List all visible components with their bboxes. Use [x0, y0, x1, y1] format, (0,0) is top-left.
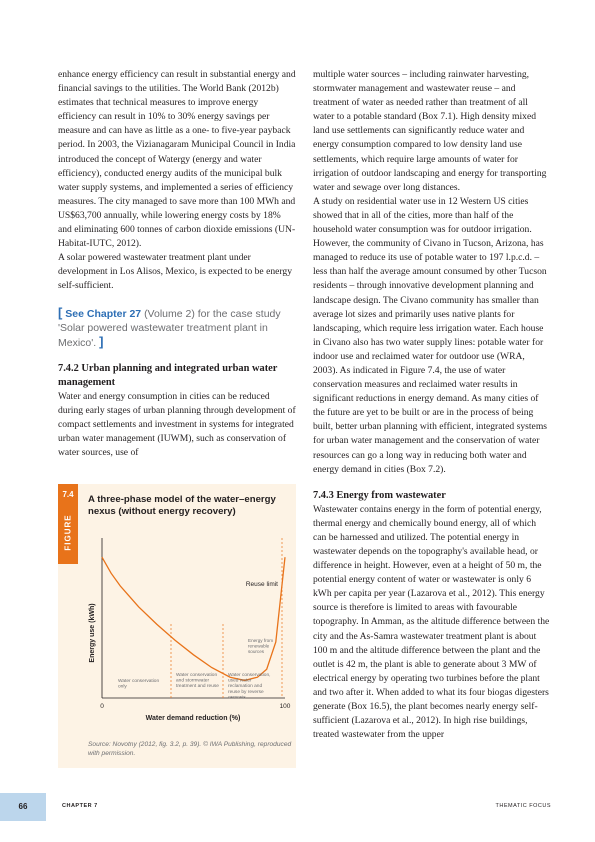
figure-7-4 — [58, 484, 296, 768]
right-paragraph-2: A study on residential water use in 12 Western US cities showed that in all of the cities, more than half of the household water consumption was for outdoor irrigation. However, the community of Civano in Tucson, Arizona, has managed to reduce its use of potable water to 197 l.p.c.d. – less than half the average amount consumed by other Tucson residents – through innovative development planning and landscape design. The Civano community has smaller than average lot sizes and primarily uses native plants for landscaping, which require less irrigation water. Each house in Civano also has two water supply lines: potable water for indoor use and reclaimed water for outdoor use (WRA, 2003). As indicated in Figure 7.4, the use of water conservation measures and reclaimed water results in significant reductions in energy demand. As many cities of the future are yet to be built or are in the process of being built, better urban planning with efficient, integrated systems for urban water management and the conservation of water resources can go a long way in reducing both water and energy demand in cities (Box 7.2). — [313, 195, 548, 475]
see-chapter-callout[interactable] — [58, 306, 296, 350]
see-chapter-text: (Volume 2) for the case study 'Solar powered wastewater treatment plant in Mexico'. — [58, 307, 281, 349]
footer-chapter: CHAPTER 7 — [62, 803, 98, 809]
phase3-label-line: osmosis — [228, 695, 246, 701]
phase3-label-line: used water — [228, 678, 252, 684]
page-number: 66 — [18, 802, 28, 811]
figure-source: Source: Novotny (2012, fig. 3.2, p. 39). © IWA Publishing, reproduced with permission. — [88, 741, 292, 757]
renew-label-line: sources — [248, 649, 265, 655]
phase1-label-line: only — [118, 684, 127, 690]
energy-renewable-label — [248, 638, 273, 654]
water-energy-chart — [58, 528, 296, 738]
figure-tab-word: FIGURE — [63, 514, 73, 551]
phase2-label-line: treatment and reuse — [176, 684, 219, 690]
right-paragraph-3: Wastewater contains energy in the form of potential energy, thermal energy and chemically bound energy, all of which can be harnessed and utilized. The potential energy in wastewater depends on the topography's available head, or difference in height. However, even at a height of 50 m, the potential energy content of water or wastewater is only 6 kWh per capita per year (Lazarova et al., 2012). This energy source is therefore is limited to areas with favourable topography. In Amman, as the altitude difference between the city and the As-Samra wastewater treatment plant is about 100 m and the altitude difference between the plant and the outlet is 42 m, the plant is able to generate about 3 MW of electrical energy by operating two turbines before the plant and two after it. When added to what its four biogas digesters generate (Box 16.5), the plant becomes nearly energy self-sufficient (Lazarova et al., 2012). In high rise buildings, treated wastewater from the upper — [313, 503, 550, 741]
section-heading-7-4-2: 7.4.2 Urban planning and integrated urban water management — [58, 362, 278, 388]
left-paragraph-1: enhance energy efficiency can result in substantial energy and financial savings to the utilities. The World Bank (2012b) estimates that technical measures to improve energy efficiency can result in 10% to 30% energy savings per measure and can have as little as a one- to five-year payback period. In 2003, the Vizianagaram Municipal Council in India introduced the concept of Watergy (energy and water efficiency), conducted energy audits of the municipal bulk water supply systems, and implemented a series of efficiency measures. The city managed to save more than 100 MWh and US$63,700 annually, while lowering energy costs by 18% and eliminating 600 tonnes of carbon dioxide emissions (UN-Habitat-IUTC, 2012). — [58, 69, 296, 250]
phase3-label-line: reuse by reverse — [228, 689, 264, 695]
figure-title: A three-phase model of the water–energy nexus (without energy recovery) — [88, 494, 276, 517]
right-column — [313, 68, 551, 742]
phase2-label — [176, 672, 219, 689]
left-bracket-icon: [ — [58, 304, 63, 320]
phase1-label — [118, 678, 159, 690]
left-paragraph-3: Water and energy consumption in cities can be reduced during early stages of urban planning through development of compact settlements and investment in systems for integrated urban water management (IUWM), such as conservation of water sources, use of — [58, 390, 296, 458]
left-column — [58, 68, 296, 460]
left-paragraph-2: A solar powered wastewater treatment plant under development in Los Alisos, Mexico, is expected to be energy self-sufficient. — [58, 252, 293, 292]
energy-use-curve — [102, 557, 285, 680]
x-axis-label: Water demand reduction (%) — [145, 715, 241, 722]
section-heading-7-4-3: 7.4.3 Energy from wastewater — [313, 489, 446, 501]
renew-label-line: Energy from — [248, 638, 274, 643]
phase3-label-line: Water conservation, — [228, 673, 271, 678]
see-chapter-link[interactable]: See Chapter 27 — [65, 307, 142, 320]
phase3-label-line: reclamation and — [228, 684, 263, 690]
figure-number: 7.4 — [62, 490, 74, 499]
phase2-label-line: and stormwater — [176, 678, 210, 684]
phase1-label-line: Water conservation — [118, 679, 160, 684]
renew-label-line: renewable — [248, 643, 270, 649]
footer-section: THEMATIC FOCUS — [495, 803, 551, 809]
right-bracket-icon: ] — [99, 333, 104, 349]
phase2-label-line: Water conservation — [176, 673, 218, 678]
phase3-label — [228, 672, 270, 700]
right-paragraph-1: multiple water sources – including rainwater harvesting, stormwater management and wastewater reuse – and treatment of water as needed rather than treatment of all water to a potable standard (Box 7.1). High density mixed land use settlements can significantly reduce water and energy consumption compared to low density land use settlements, which require large amounts of water for irrigation of outdoor landscaping and energy for transporting water and sewage over long distances. — [313, 69, 547, 193]
reuse-limit-label: Reuse limit — [245, 581, 278, 588]
x-tick-label-0: 0 — [100, 703, 104, 710]
x-tick-label-100: 100 — [279, 703, 291, 710]
y-axis-label: Energy use (kWh) — [89, 603, 96, 663]
